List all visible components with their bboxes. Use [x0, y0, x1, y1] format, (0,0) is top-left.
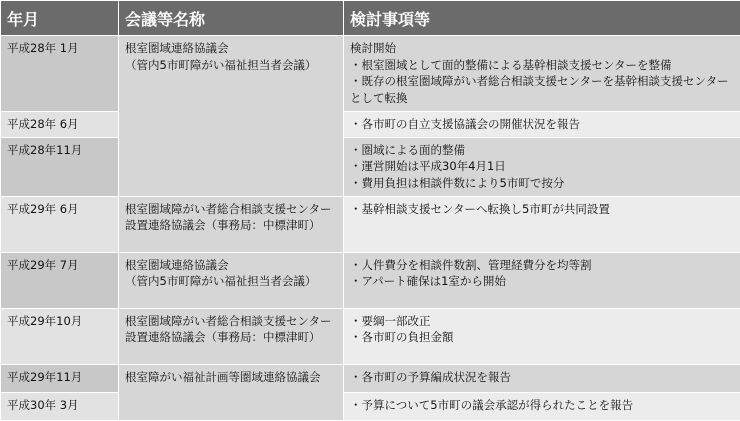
date-cell: 平成28年 6月 [1, 111, 119, 137]
item-text: ・運営開始は平成30年4月1日 [350, 158, 734, 175]
header-items: 検討事項等 [344, 1, 740, 36]
item-text: ・基幹相談支援センターへ転換し5市町が共同設置 [350, 201, 734, 218]
date-cell: 平成29年11月 [1, 364, 119, 392]
item-text: ・要綱一部改正 [350, 313, 734, 330]
date-cell: 平成30年 3月 [1, 392, 119, 420]
header-date: 年月 [1, 1, 119, 36]
item-text: ・費用負担は相談件数により5市町で按分 [350, 175, 734, 192]
table-row [1, 392, 740, 420]
item-text: ・根室圏域として面的整備による基幹相談支援センターを整備 [350, 57, 734, 74]
item-text: 検討開始 [350, 40, 734, 57]
meeting-name: 根室障がい福祉計画等圏域連絡協議会 [125, 370, 321, 384]
items-cell [344, 392, 740, 420]
date-cell: 平成29年 6月 [1, 196, 119, 252]
item-text: ・既存の根室圏域障がい者総合相談支援センターを基幹相談支援センターとして転換 [350, 73, 734, 106]
table-row [1, 111, 740, 137]
meeting-name: 根室圏域障がい者総合相談支援センター設置連絡協議会（事務局：中標津町） [125, 314, 332, 345]
meeting-cell [119, 196, 344, 252]
date-cell: 平成28年 1月 [1, 36, 119, 112]
meeting-name: 根室圏域連絡協議会 （管内5市町障がい福祉担当者会議） [125, 258, 316, 289]
meeting-cell [119, 36, 344, 197]
meeting-cell [119, 252, 344, 308]
items-cell [344, 252, 740, 308]
items-cell [344, 137, 740, 196]
table-row [1, 252, 740, 308]
items-cell [344, 308, 740, 364]
item-text: ・各市町の負担金額 [350, 329, 734, 346]
item-text: ・圏域による面的整備 [350, 142, 734, 159]
date-cell: 平成29年 7月 [1, 252, 119, 308]
meeting-cell [119, 364, 344, 420]
date-cell: 平成28年11月 [1, 137, 119, 196]
meeting-cell [119, 308, 344, 364]
item-text: ・各市町の自立支援協議会の開催状況を報告 [350, 116, 734, 133]
date-cell: 平成29年10月 [1, 308, 119, 364]
item-text: ・人件費分を相談件数割、管理経費分を均等割 [350, 257, 734, 274]
header-meeting: 会議等名称 [119, 1, 344, 36]
items-cell [344, 36, 740, 112]
table-row [1, 308, 740, 364]
table-row [1, 364, 740, 392]
table-row [1, 36, 740, 112]
meeting-name: 根室圏域連絡協議会 （管内5市町障がい福祉担当者会議） [125, 41, 316, 72]
item-text: ・各市町の予算編成状況を報告 [350, 369, 734, 386]
items-cell [344, 196, 740, 252]
item-text: ・アパート確保は1室から開始 [350, 273, 734, 290]
item-text: ・予算について5市町の議会承認が得られたことを報告 [350, 397, 734, 414]
header-row [1, 1, 740, 36]
table-row [1, 137, 740, 196]
items-cell [344, 111, 740, 137]
items-cell [344, 364, 740, 392]
table-row [1, 196, 740, 252]
meeting-name: 根室圏域障がい者総合相談支援センター設置連絡協議会（事務局：中標津町） [125, 202, 332, 233]
